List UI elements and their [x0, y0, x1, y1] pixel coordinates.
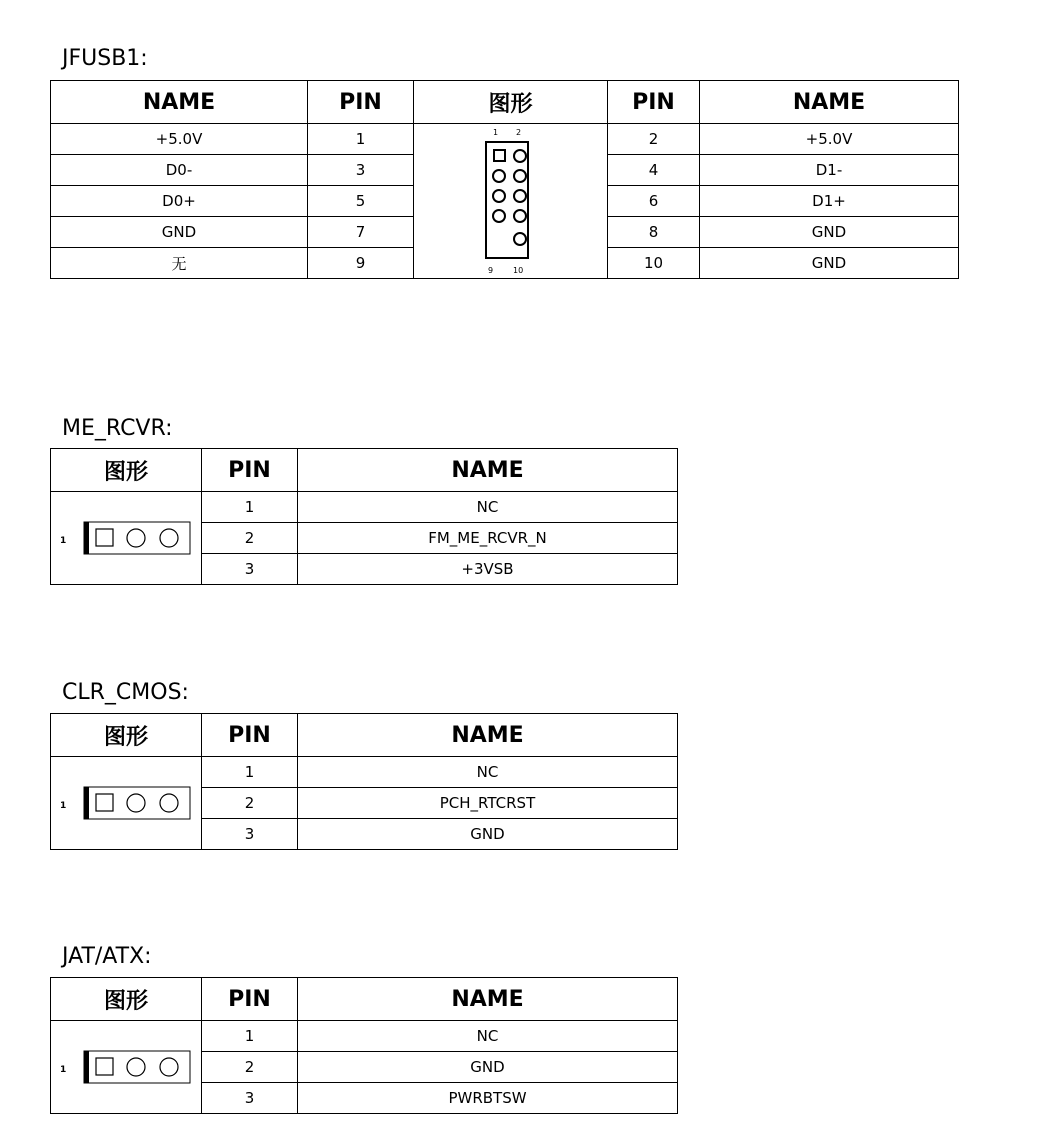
header-outline: [486, 142, 528, 258]
pin-cell: 3: [202, 1083, 298, 1114]
header-figure: 图形: [414, 81, 608, 124]
header-pin-left: PIN: [308, 81, 414, 124]
jumper-outline: [84, 1051, 190, 1083]
pin1-marker: [84, 1051, 89, 1083]
pin-circle: [514, 170, 526, 182]
right-name-cell: D1+: [700, 186, 959, 217]
pin-circle: [127, 1058, 145, 1076]
me-rcvr-figure-cell: [51, 492, 202, 585]
left-pin-cell: 7: [308, 217, 414, 248]
right-name-cell: GND: [700, 248, 959, 279]
pin-circle: [127, 794, 145, 812]
header-figure: 图形: [51, 978, 202, 1021]
right-pin-cell: 2: [608, 124, 700, 155]
table-row: [51, 124, 959, 155]
pin1-marker: [84, 522, 89, 554]
pin-label-2: 2: [515, 128, 521, 137]
three-pin-jumper-diagram: [56, 783, 196, 823]
right-name-cell: +5.0V: [700, 124, 959, 155]
pin-cell: 3: [202, 819, 298, 850]
right-pin-cell: 8: [608, 217, 700, 248]
left-pin-cell: 9: [308, 248, 414, 279]
pin-cell: 1: [202, 492, 298, 523]
pin-square-1: [494, 150, 505, 161]
jfusb-title: JFUSB1:: [62, 46, 148, 71]
table-header-row: [51, 978, 678, 1021]
name-cell: FM_ME_RCVR_N: [298, 523, 678, 554]
table-row: [51, 1021, 678, 1052]
pin-label-9: 9: [487, 266, 493, 275]
jat-atx-figure-cell: [51, 1021, 202, 1114]
clr-cmos-figure-cell: [51, 757, 202, 850]
header-figure: 图形: [51, 449, 202, 492]
left-name-cell: D0+: [51, 186, 308, 217]
header-pin: PIN: [202, 449, 298, 492]
name-cell: GND: [298, 819, 678, 850]
pin-square: [96, 529, 113, 546]
jfusb-table: [50, 80, 959, 279]
pin1-label: 1: [60, 536, 67, 546]
header-pin: PIN: [202, 714, 298, 757]
name-cell: NC: [298, 1021, 678, 1052]
me-rcvr-table: [50, 448, 678, 585]
pin-circle: [514, 233, 526, 245]
name-cell: NC: [298, 757, 678, 788]
left-pin-cell: 5: [308, 186, 414, 217]
table-header-row: [51, 449, 678, 492]
header-pin: PIN: [202, 978, 298, 1021]
pin1-label: 1: [60, 1065, 67, 1075]
pin-cell: 2: [202, 788, 298, 819]
pin-label-1: 1: [492, 128, 498, 137]
name-cell: PCH_RTCRST: [298, 788, 678, 819]
header-pin-right: PIN: [608, 81, 700, 124]
usb-header-diagram: [471, 126, 551, 276]
pin-circle: [493, 210, 505, 222]
header-name: NAME: [298, 978, 678, 1021]
table-header-row: [51, 714, 678, 757]
left-pin-cell: 1: [308, 124, 414, 155]
me-rcvr-title: ME_RCVR:: [62, 416, 173, 441]
header-name-right: NAME: [700, 81, 959, 124]
pin-circle: [493, 170, 505, 182]
left-pin-cell: 3: [308, 155, 414, 186]
pin-label-10: 10: [512, 266, 523, 275]
table-row: [51, 757, 678, 788]
pin-circle: [493, 190, 505, 202]
name-cell: PWRBTSW: [298, 1083, 678, 1114]
pin-circle: [514, 190, 526, 202]
pin-circle: [160, 794, 178, 812]
right-pin-cell: 6: [608, 186, 700, 217]
jumper-outline: [84, 787, 190, 819]
pin-circle: [127, 529, 145, 547]
pin-circle: [160, 1058, 178, 1076]
pin-cell: 1: [202, 1021, 298, 1052]
left-name-cell: D0-: [51, 155, 308, 186]
pin1-marker: [84, 787, 89, 819]
pin-cell: 2: [202, 1052, 298, 1083]
pin-circle: [160, 529, 178, 547]
name-cell: GND: [298, 1052, 678, 1083]
pin-circle: [514, 210, 526, 222]
name-cell: NC: [298, 492, 678, 523]
right-pin-cell: 4: [608, 155, 700, 186]
table-row: [51, 492, 678, 523]
name-cell: +3VSB: [298, 554, 678, 585]
clr-cmos-title: CLR_CMOS:: [62, 680, 189, 705]
left-name-cell: GND: [51, 217, 308, 248]
pin-square: [96, 1058, 113, 1075]
header-figure: 图形: [51, 714, 202, 757]
left-name-cell: +5.0V: [51, 124, 308, 155]
three-pin-jumper-diagram: [56, 518, 196, 558]
right-name-cell: GND: [700, 217, 959, 248]
three-pin-jumper-diagram: [56, 1047, 196, 1087]
pin-square: [96, 794, 113, 811]
left-name-cell: 无: [51, 248, 308, 279]
jat-atx-table: [50, 977, 678, 1114]
jfusb-figure-cell: [414, 124, 608, 279]
header-name: NAME: [298, 714, 678, 757]
right-name-cell: D1-: [700, 155, 959, 186]
right-pin-cell: 10: [608, 248, 700, 279]
clr-cmos-table: [50, 713, 678, 850]
pin-circle: [514, 150, 526, 162]
table-header-row: [51, 81, 959, 124]
header-name-left: NAME: [51, 81, 308, 124]
pin-cell: 2: [202, 523, 298, 554]
pin-cell: 3: [202, 554, 298, 585]
jumper-outline: [84, 522, 190, 554]
header-name: NAME: [298, 449, 678, 492]
pin-cell: 1: [202, 757, 298, 788]
pin1-label: 1: [60, 801, 67, 811]
jat-atx-title: JAT/ATX:: [62, 944, 152, 969]
